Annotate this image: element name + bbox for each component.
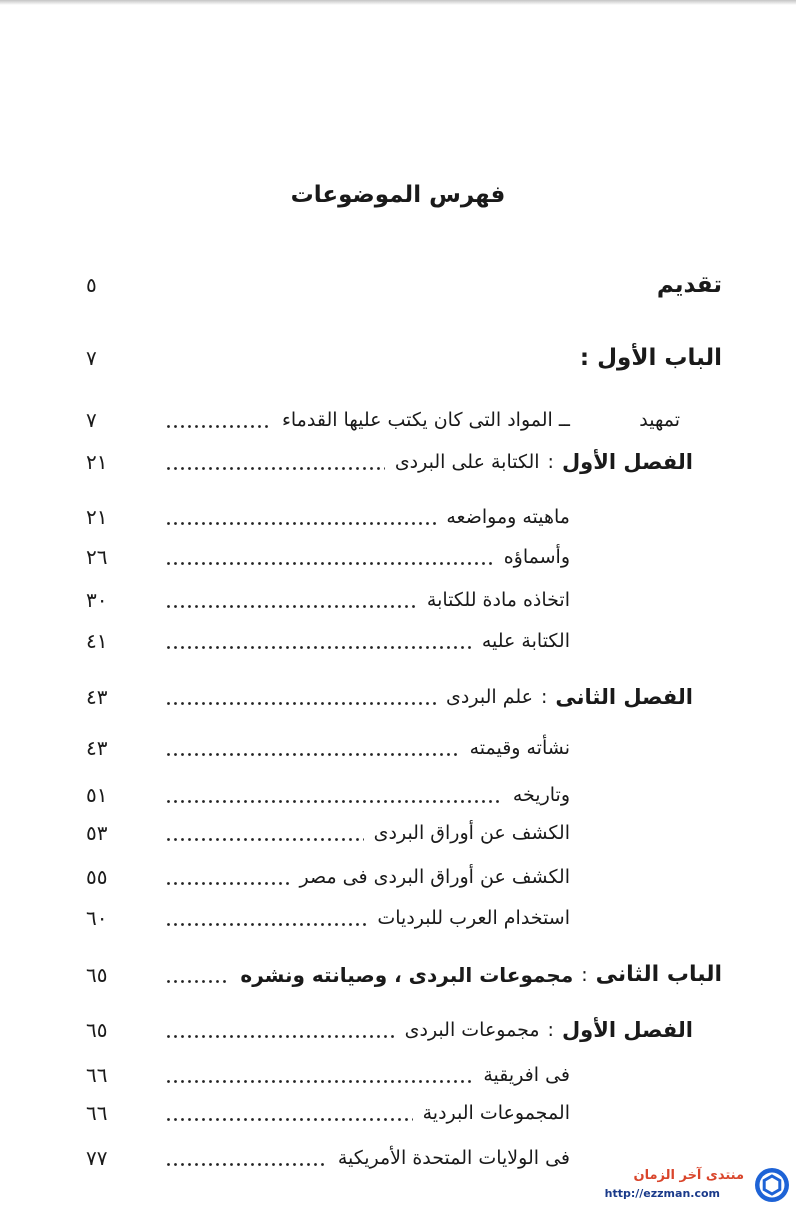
forum-logo-icon bbox=[754, 1167, 790, 1203]
toc-entry bbox=[0, 779, 796, 811]
page-number: ٣٠ bbox=[86, 588, 108, 612]
entry-label: فى افريقية bbox=[483, 1064, 570, 1086]
entry-label: استخدام العرب للبرديات bbox=[377, 907, 570, 929]
entry-lead: الفصل الأول bbox=[561, 1018, 693, 1042]
toc-entry bbox=[0, 446, 796, 478]
entry-line bbox=[165, 959, 722, 991]
entry-line bbox=[165, 1059, 570, 1091]
entry-line bbox=[165, 1014, 693, 1046]
entry-line bbox=[165, 501, 570, 533]
dot-leader bbox=[165, 584, 417, 616]
entry-line bbox=[165, 584, 570, 616]
page-number: ٢٦ bbox=[86, 545, 108, 569]
entry-label: ــ المواد التى كان يكتب عليها القدماء bbox=[281, 409, 570, 431]
entry-separator: : bbox=[540, 686, 548, 708]
entry-line bbox=[165, 404, 570, 436]
page-number: ٢١ bbox=[86, 505, 108, 529]
dot-leader bbox=[165, 681, 436, 713]
page-number: ٧٧ bbox=[86, 1146, 108, 1170]
dot-leader bbox=[165, 902, 367, 934]
page-number: ٤٣ bbox=[86, 685, 108, 709]
entry-label: ماهيته ومواضعه bbox=[446, 506, 570, 528]
toc-entry bbox=[0, 861, 796, 893]
watermark-url: http://ezzman.com bbox=[604, 1187, 720, 1200]
entry-line bbox=[165, 817, 570, 849]
toc-entry bbox=[0, 404, 796, 436]
entry-label: مجموعات البردى bbox=[404, 1019, 540, 1041]
toc-entry bbox=[0, 959, 796, 991]
entry-line bbox=[165, 779, 570, 811]
toc-entry bbox=[0, 817, 796, 849]
dot-leader bbox=[165, 1142, 328, 1174]
entry-line bbox=[165, 681, 693, 713]
page-number: ٦٠ bbox=[86, 906, 108, 930]
entry-line bbox=[165, 625, 570, 657]
toc-entry bbox=[0, 584, 796, 616]
entry-lead: الباب الثانى bbox=[595, 962, 722, 987]
entry-line bbox=[165, 861, 570, 893]
entry-separator: : bbox=[547, 1019, 554, 1041]
dot-leader bbox=[165, 446, 385, 478]
page-top-edge bbox=[0, 0, 796, 5]
toc-entry bbox=[0, 342, 796, 374]
dot-leader bbox=[165, 817, 364, 849]
page-number: ٦٥ bbox=[86, 963, 108, 987]
entry-label: الكشف عن أوراق البردى فى مصر bbox=[299, 866, 570, 888]
page-number: ٥ bbox=[86, 273, 97, 297]
entry-label: مجموعات البردى ، وصيانته ونشره bbox=[240, 963, 574, 987]
page-number: ٢١ bbox=[86, 450, 108, 474]
entry-label: المجموعات البردية bbox=[422, 1102, 570, 1124]
entry-heading: تقديم bbox=[656, 272, 722, 298]
toc-entry bbox=[0, 541, 796, 573]
entry-line bbox=[165, 342, 722, 374]
toc-entry bbox=[0, 732, 796, 764]
entry-line bbox=[165, 269, 722, 301]
page-number: ٦٥ bbox=[86, 1018, 108, 1042]
entry-line bbox=[165, 541, 570, 573]
entry-label: اتخاذه مادة للكتابة bbox=[426, 589, 570, 611]
dot-leader bbox=[165, 501, 436, 533]
page-number: ٦٦ bbox=[86, 1101, 108, 1125]
toc-entry bbox=[0, 1014, 796, 1046]
entry-line bbox=[165, 446, 693, 478]
page-number: ٥٣ bbox=[86, 821, 108, 845]
dot-leader bbox=[165, 541, 494, 573]
toc-entry bbox=[0, 269, 796, 301]
toc-entry bbox=[0, 1059, 796, 1091]
entry-line bbox=[165, 732, 570, 764]
entry-line bbox=[165, 902, 570, 934]
dot-leader bbox=[165, 625, 472, 657]
watermark-forum-name: منتدى آخر الزمان bbox=[633, 1168, 744, 1183]
page-number: ٥١ bbox=[86, 783, 108, 807]
dot-leader bbox=[165, 1059, 473, 1091]
entry-separator: : bbox=[547, 451, 554, 473]
toc-entry bbox=[0, 902, 796, 934]
entry-line bbox=[165, 1097, 570, 1129]
entry-label: نشأته وقيمته bbox=[469, 737, 570, 759]
page-number: ٦٦ bbox=[86, 1063, 108, 1087]
entry-lead: الفصل الأول bbox=[561, 450, 693, 474]
entry-lead: الفصل الثانى bbox=[555, 685, 693, 709]
entry-label: وتاريخه bbox=[512, 784, 570, 806]
dot-leader bbox=[165, 732, 460, 764]
page-number: ٧ bbox=[86, 408, 97, 432]
toc-entry bbox=[0, 1097, 796, 1129]
entry-label: علم البردى bbox=[446, 686, 533, 708]
toc-title: فهرس الموضوعات bbox=[290, 182, 506, 208]
dot-leader bbox=[165, 861, 290, 893]
dot-leader bbox=[165, 959, 230, 991]
dot-leader bbox=[165, 404, 272, 436]
entry-label: الكتابة عليه bbox=[481, 630, 570, 652]
entry-label: الكتابة على البردى bbox=[394, 451, 540, 473]
entry-lead: تمهيد bbox=[639, 409, 680, 431]
page-number: ٤١ bbox=[86, 629, 108, 653]
entry-label: وأسماؤه bbox=[503, 546, 570, 568]
dot-leader bbox=[165, 779, 503, 811]
toc-entry bbox=[0, 501, 796, 533]
toc-entry bbox=[0, 625, 796, 657]
entry-label: الكشف عن أوراق البردى bbox=[373, 822, 570, 844]
page-number: ٧ bbox=[86, 346, 97, 370]
entry-heading: الباب الأول : bbox=[579, 345, 722, 371]
entry-line bbox=[165, 1142, 570, 1174]
dot-leader bbox=[165, 1014, 395, 1046]
entry-separator: : bbox=[581, 964, 588, 986]
entry-label: فى الولايات المتحدة الأمريكية bbox=[337, 1147, 570, 1169]
toc-entry bbox=[0, 681, 796, 713]
page-number: ٤٣ bbox=[86, 736, 108, 760]
page-number: ٥٥ bbox=[86, 865, 108, 889]
dot-leader bbox=[165, 1097, 413, 1129]
